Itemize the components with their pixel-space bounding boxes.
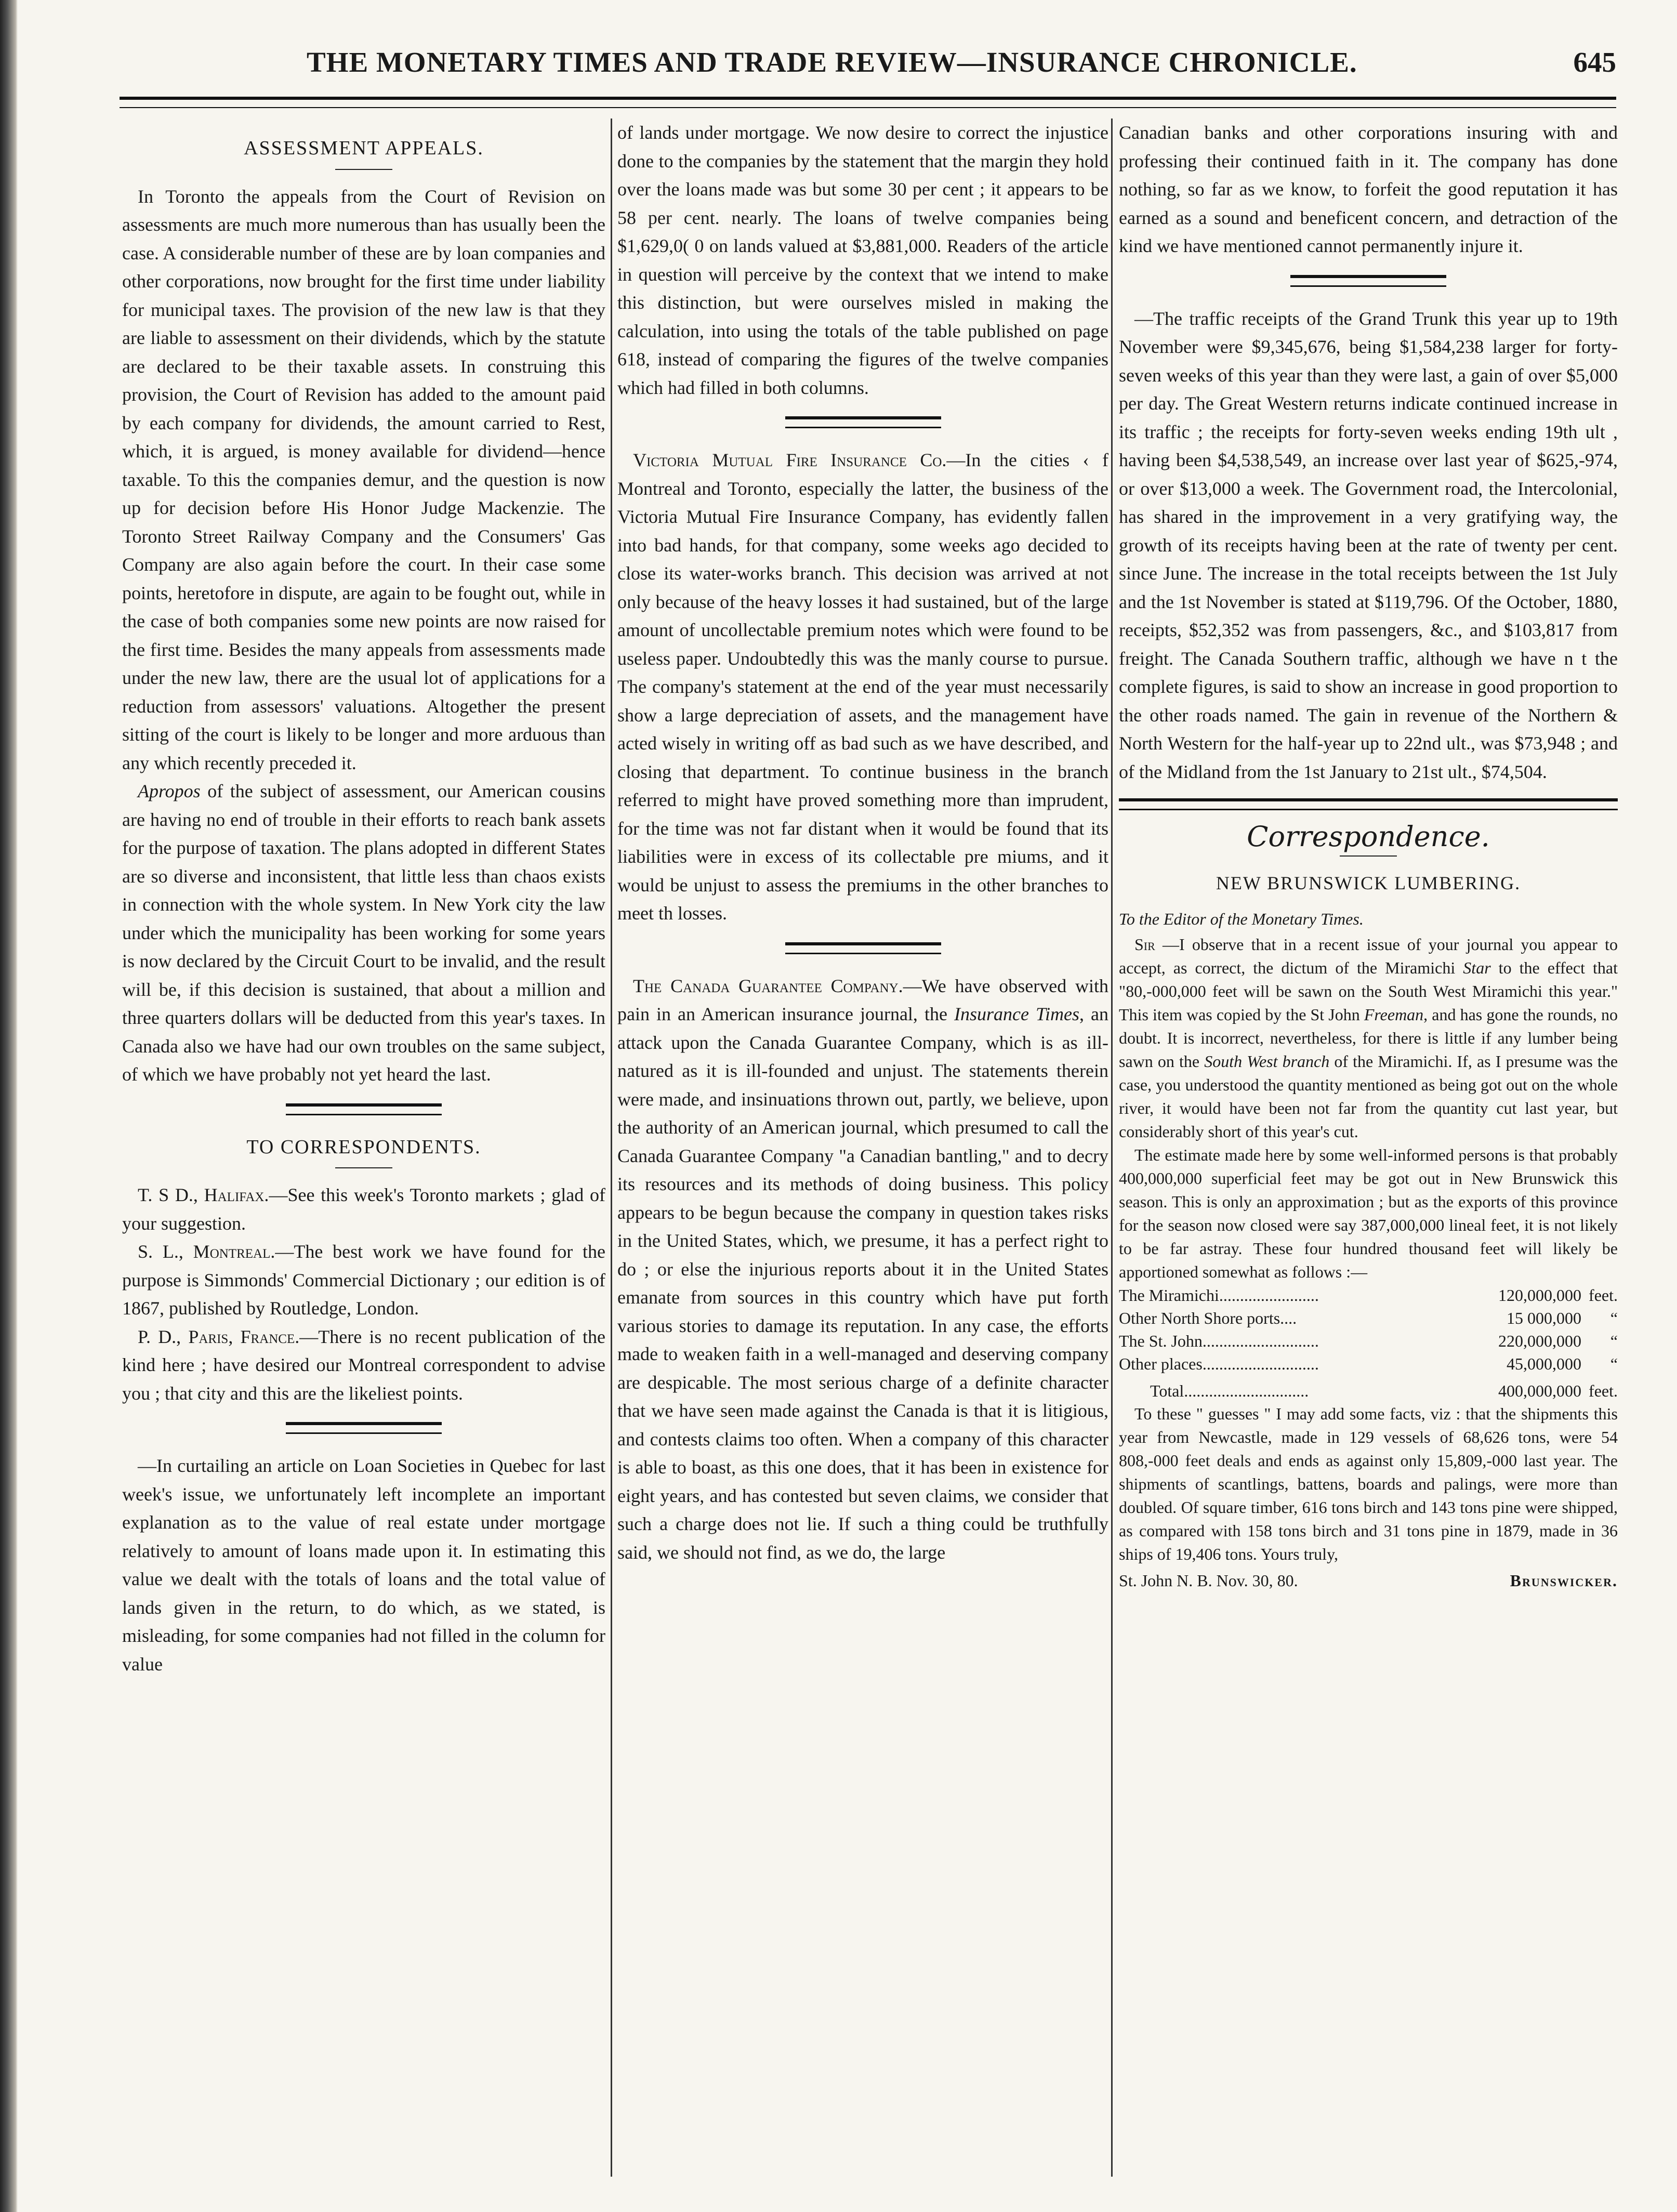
table-row (1119, 1284, 1618, 1307)
total-unit: feet. (1589, 1381, 1618, 1400)
table-row (1119, 1307, 1618, 1329)
south-west-branch: South West branch (1204, 1052, 1330, 1071)
canada-guarantee-continued: Canadian banks and other corporations insuring with and professing their continued faith in it. The company has done nothing, so far as we know, to forfeit the good reputation it has earned as a sound and beneficent concern, and detraction of the kind we have mentioned cannot permanently injure it. (1119, 122, 1618, 256)
canada-guarantee-lead: The Canada Guarantee Company. (633, 975, 903, 996)
table-amount: 220,000,000 (1498, 1332, 1581, 1350)
page-binding-edge (0, 0, 18, 2212)
letter-text: —I observe that in a recent issue of your journal you appear to accept, as correct, the dictum of the Miramichi (1119, 935, 1618, 977)
correspondent-lead: S. L., Montreal. (138, 1241, 275, 1262)
traffic-receipts-paragraph: —The traffic receipts of the Grand Trunk this year up to 19th November were $9,345,676, being $1,584,238 larger for forty-seven weeks of this year than they were last, a gain of over $5,000 per day. The Great Western returns indicate continued increase in its traffic ; the receipts for forty-seven weeks ending 19th ult , having been $4,538,549, an increase over last year of $625,-974, or over $13,000 a week. The Government road, the Intercolonial, has shared in the improvement in a very gratifying way, the growth of its receipts having been at the rate of twenty per cent. since June. The increase in the total receipts between the 1st July and the 1st November is stated at $119,796. Of the October, 1880, receipts, $52,352 was from passengers, &c., and $103,817 from freight. The Canada Southern traffic, although we have n t the complete figures, is said to show an increase in good proportion to the other roads named. The gain in revenue of the Northern & North Western for the half-year up to 22nd ult., was $73,948 ; and of the Midland from the 1st January to 21st ult., $74,504. (1119, 308, 1618, 782)
column-middle (611, 118, 1108, 2177)
correspondent-entry-montreal (122, 1237, 605, 1323)
canada-guarantee-text-a: —We have observed with pain in an American insurance journal, the (617, 975, 1108, 1024)
divider (335, 169, 392, 170)
letter-to-editor (1119, 907, 1618, 1592)
table-place: The St. John............................ (1119, 1332, 1319, 1350)
table-row (1119, 1329, 1618, 1352)
table-unit: feet. (1589, 1286, 1618, 1305)
loan-societies-continued: of lands under mortgage. We now desire to correct the injustice done to the companies by the statement that the margin they hold over the loans made was but some 30 per cent ; it appears to be 58 per cent. nearly. The loans of twelve companies being $1,629,0( 0 on lands valued at $3,881,000. Readers of the article in question will perceive by the context that we intend to make this distinction, but were ourselves misled in making the calculation, into using the totals of the table published on page 618, instead of comparing the figures of the twelve companies which had filled in both columns. (617, 122, 1108, 398)
victoria-mutual-text: —In the cities ‹ f Montreal and Toronto, especially the latter, the business of the Victoria Mutual Fire Insurance Company, has evidently fallen into bad hands, for that company, some weeks ago decided to close its water-works branch. This decision was arrived at not only because of the heavy losses it had sustained, but of the large amount of uncollectable premium notes which were found to be useless paper. Undoubtedly this was the manly course to pursue. The company's statement at the end of the year must necessarily show a large depreciation of assets, and the management have acted wisely in writing off as bad such as we have described, and closing that department. To continue business in the branch referred to might have proved something more than imprudent, for the time was not far distant when it would be found that its liabilities were in excess of its collectable pre miums, and it would be unjust to assess the premiums in the other branches to meet th losses. (617, 450, 1108, 924)
victoria-mutual-paragraph (617, 446, 1108, 928)
insurance-times-title: Insurance Times (954, 1004, 1079, 1024)
section-rule (785, 942, 941, 954)
header-rule (120, 97, 1616, 108)
correspondent-text: —The best work we have found for the purpose is Simmonds' Commercial Dictionary ; our edition is of 1867, published by Routledge, London. (122, 1241, 605, 1319)
divider (1340, 855, 1397, 857)
correspondent-entry-halifax (122, 1181, 605, 1237)
canada-guarantee-text-b: , an attack upon the Canada Guarantee Company, which is as ill-natured as it is ill-founded and unjust. The statements therein were made, and insinuations thrown out, partly, we believe, upon the authority of an American journal, which presumed to call the Canada Guarantee Company "a Canadian bantling," and to decry its resources and its methods of doing business. This policy appears to be begun because the company in question takes risks in the United States, which, we presume, it has a perfect right to do ; or else the injurious reports about it in the United States emanate from sources in this country which have put forth various stories to damage its reputation. In any case, the efforts made to weaken faith in a well-managed and deserving company are despicable. The most serious charge of a definite character that we have seen made against the Canada is that it is litigious, and contests claims too often. When a company of this character is able to boast, as this one does, that it has been in existence for eight years, and has contested but seven claims, we consider that such a charge does not lie. If such a thing could be truthfully said, we should not find, as we do, the large (617, 1004, 1108, 1563)
table-row (1119, 1352, 1618, 1375)
page-number: 645 (1573, 46, 1616, 78)
page-header (307, 46, 1616, 93)
correspondent-entry-paris (122, 1323, 605, 1408)
correspondent-text: —See this week's Toronto markets ; glad of your suggestion. (122, 1184, 605, 1234)
total-amount: 400,000,000 (1498, 1381, 1581, 1400)
letter-addressee: To the Editor of the Monetary Times. (1119, 910, 1364, 928)
table-unit: “ (1610, 1354, 1618, 1373)
signature: Brunswicker. (1510, 1571, 1618, 1590)
letter-text: , and has gone the rounds, no doubt. It is incorrect, nevertheless, for there is little if any lumber being sawn on the (1119, 1005, 1618, 1071)
letter-text: of the Miramichi. If, as I presume was the case, you understood the quantity mentioned as being got out on the whole river, it would have been not far from the quantity cut last year, but considerably short of this year's cut. (1119, 1052, 1618, 1141)
table-place: Other places............................ (1119, 1354, 1319, 1373)
lumbering-subheading: NEW BRUNSWICK LUMBERING. (1216, 872, 1521, 893)
table-unit: “ (1610, 1332, 1618, 1350)
column-left (122, 118, 605, 1678)
table-amount: 120,000,000 (1498, 1286, 1581, 1305)
divider (335, 1167, 392, 1168)
correspondence-heading: Correspondence. (1247, 820, 1490, 853)
correspondents-title: TO CORRESPONDENTS. (246, 1136, 481, 1158)
section-rule (286, 1103, 442, 1115)
letter-paragraph-2: The estimate made here by some well-informed persons is that probably 400,000,000 superficial feet may be got out in New Brunswick this season. This is only an approximation ; but as the exports of this province for the season now closed were say 387,000,000 lineal feet, it is not likely to be far astray. These four hundred thousand feet will likely be apportioned somewhat as follows :— (1119, 1146, 1618, 1281)
loan-societies-paragraph: —In curtailing an article on Loan Societies in Quebec for last week's issue, we unfortunately left incomplete an important explanation as to the value of real estate under mortgage relatively to amount of loans made upon it. In estimating this value we dealt with the totals of loans and the total value of lands given in the return, to do which, as we stated, is misleading, for some companies had not filled in the column for value (122, 1455, 605, 1675)
canada-guarantee-paragraph (617, 972, 1108, 1567)
letter-paragraph-3: To these " guesses " I may add some facts, viz : that the shipments this year from Newcastle, made in 129 vessels of 68,626 tons, were 54 808,-000 feet deals and ends as against only 15,809,-000 last year. The shipments of scantlings, battens, boards and palings, were more than doubled. Of square timber, 616 tons birch and 143 tons pine were shipped, as compared with 158 tons birch and 31 tons pine in 1879, made in 36 ships of 19,406 tons. Yours truly, (1119, 1404, 1618, 1563)
table-place: Other North Shore ports.... (1119, 1309, 1297, 1327)
apropos-lead: Apropos (138, 781, 201, 801)
salutation: Sir (1134, 935, 1155, 954)
section-rule (1290, 275, 1446, 287)
star-title: Star (1463, 958, 1491, 977)
total-label: Total.............................. (1150, 1381, 1309, 1400)
running-title: THE MONETARY TIMES AND TRADE REVIEW—INSURANCE CHRONICLE. (307, 46, 1357, 78)
letter-paragraph-1 (1119, 933, 1618, 1143)
table-total-row (1119, 1375, 1618, 1402)
victoria-mutual-lead: Victoria Mutual Fire Insurance Co. (633, 450, 947, 470)
assessment-paragraph-2-text: of the subject of assessment, our American cousins are having no end of trouble in their efforts to reach bank assets for the purpose of taxation. The plans adopted in different States are so diverse and inconsistent, that little less than chaos exists in connection with the whole system. In New York city the law under which the municipality has been working for some years is now declared by the Circuit Court to be invalid, and the result will be, if this decision is sustained, that about a million and three quarters dollars will be deducted from this year's taxes. In Canada also we have had our own troubles on the same subject, of which we have probably not yet heard the last. (122, 781, 605, 1085)
section-rule (286, 1422, 442, 1434)
section-rule (785, 416, 941, 428)
assessment-paragraph-2 (122, 777, 605, 1089)
table-place: The Miramichi........................ (1119, 1286, 1319, 1305)
table-unit: “ (1610, 1309, 1618, 1327)
section-rule (1119, 798, 1618, 810)
table-amount: 15 000,000 (1507, 1309, 1581, 1327)
letter-signoff (1119, 1569, 1618, 1592)
column-right (1111, 118, 1618, 2177)
assessment-paragraph-1: In Toronto the appeals from the Court of Revision on assessments are much more numerous than has usually been the case. A considerable number of these are by loan companies and other corporations, now brought for the first time under liability for municipal taxes. The provision of the new law is that they are liable to assessment on their dividends, which by the statute are declared to be their taxable assets. In construing this provision, the Court of Revision has added to the amount paid by each company for dividends, the amount carried to Rest, which, it is argued, is money available for dividend—hence taxable. To this the companies demur, and the question is now up for decision before His Honor Judge Mackenzie. The Toronto Street Railway Company and the Consumers' Gas Company are also again before the court. In their case some points, heretofore in dispute, are again to be fought out, while in the case of both companies some new points are now raised for the first time. Besides the many appeals from assessments made under the new law, there are the usual lot of applications for a reduction from assessors' valuations. Altogether the present sitting of the court is likely to be longer and more arduous than any which recently preceded it. (122, 186, 605, 773)
correspondent-lead: T. S D., Halifax. (138, 1184, 269, 1205)
lumber-apportionment-table (1119, 1284, 1618, 1402)
correspondent-text: —There is no recent publication of the kind here ; have desired our Montreal correspondent to advise you ; that city and this are the likeliest points. (122, 1326, 605, 1404)
assessment-appeals-title: ASSESSMENT APPEALS. (244, 137, 484, 159)
table-amount: 45,000,000 (1507, 1354, 1581, 1373)
letter-text: to the effect that "80,-000,000 feet will be sawn on the South West Miramichi this year." This item was copied by the St John (1119, 958, 1618, 1024)
freeman-title: Freeman (1364, 1005, 1424, 1024)
place-date: St. John N. B. Nov. 30, 80. (1119, 1571, 1298, 1590)
correspondent-lead: P. D., Paris, France. (138, 1326, 300, 1347)
